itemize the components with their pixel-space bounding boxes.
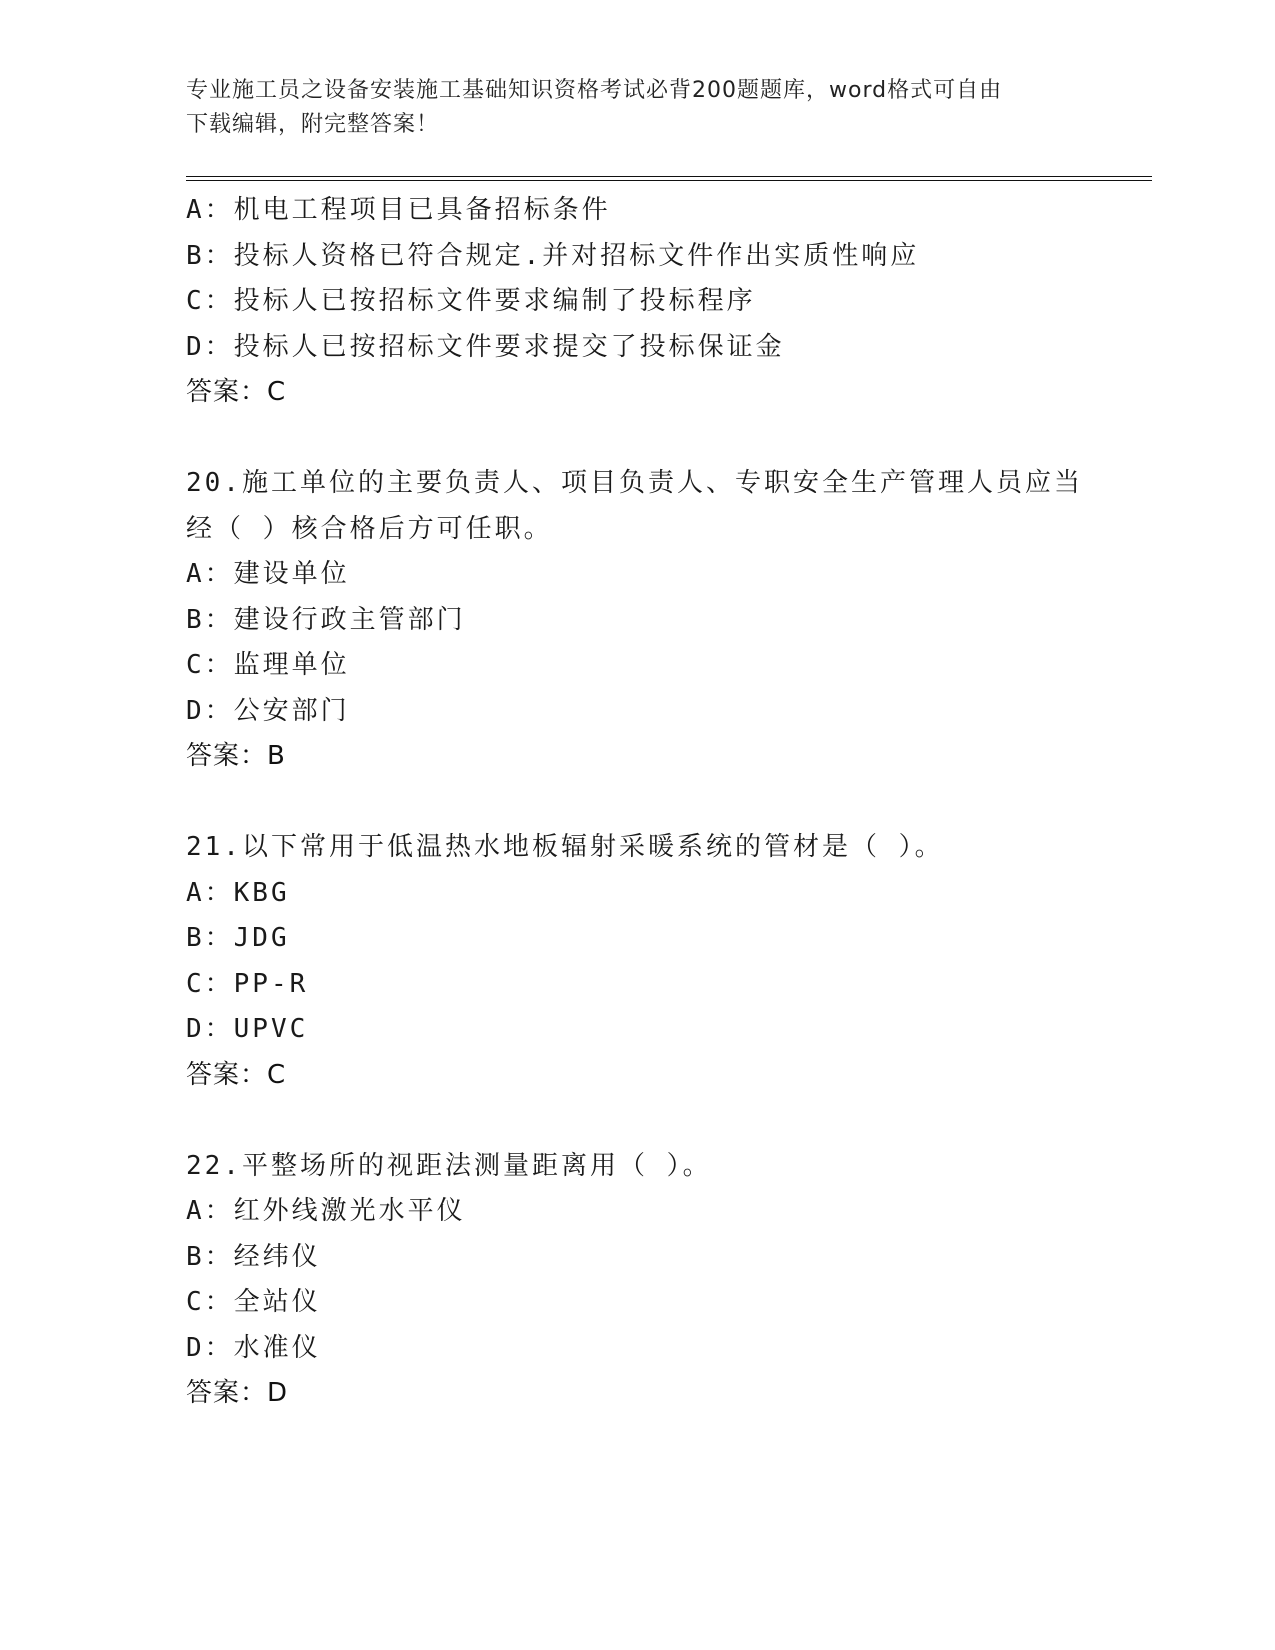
question-20 — [186, 461, 1086, 780]
document-header — [186, 74, 1066, 142]
header-double-rule — [186, 176, 1152, 181]
option-a: A：建设单位 — [186, 559, 350, 589]
question-stem: 22.平整场所的视距法测量距离用（ ）。 — [186, 1150, 712, 1181]
header-line-2: 下载编辑，附完整答案！ — [186, 112, 440, 137]
question-22 — [186, 1144, 1086, 1417]
answer: 答案：D — [186, 1378, 289, 1408]
option-c: C：监理单位 — [186, 650, 350, 680]
option-b: B：经纬仪 — [186, 1241, 321, 1272]
option-d: D：投标人已按招标文件要求提交了投标保证金 — [186, 331, 785, 362]
option-a: A：KBG — [186, 877, 290, 908]
option-a: A：红外线激光水平仪 — [186, 1196, 466, 1226]
option-c: C：投标人已按招标文件要求编制了投标程序 — [186, 286, 756, 316]
answer: 答案：C — [186, 1059, 287, 1090]
option-b: B：JDG — [186, 923, 290, 953]
option-b: B：建设行政主管部门 — [186, 604, 466, 635]
question-stem-continued: 经（ ）核合格后方可任职。 — [186, 513, 553, 544]
option-a: A：机电工程项目已具备招标条件 — [186, 195, 611, 225]
answer: 答案：C — [186, 377, 287, 407]
option-d: D：水准仪 — [186, 1332, 321, 1363]
option-d: D：公安部门 — [186, 695, 350, 726]
question-21 — [186, 825, 1086, 1098]
question-19 — [186, 188, 1086, 416]
option-c: C：PP-R — [186, 968, 309, 999]
header-line-1: 专业施工员之设备安装施工基础知识资格考试必背200题题库，word格式可自由 — [186, 78, 1003, 103]
option-d: D：UPVC — [186, 1014, 309, 1044]
answer: 答案：B — [186, 741, 286, 771]
option-c: C：全站仪 — [186, 1287, 321, 1317]
question-list — [186, 188, 1086, 1417]
question-stem: 21.以下常用于低温热水地板辐射采暖系统的管材是（ ）。 — [186, 832, 944, 862]
question-stem: 20.施工单位的主要负责人、项目负责人、专职安全生产管理人员应当 — [186, 468, 1083, 498]
option-b: B：投标人资格已符合规定.并对招标文件作出实质性响应 — [186, 240, 920, 271]
